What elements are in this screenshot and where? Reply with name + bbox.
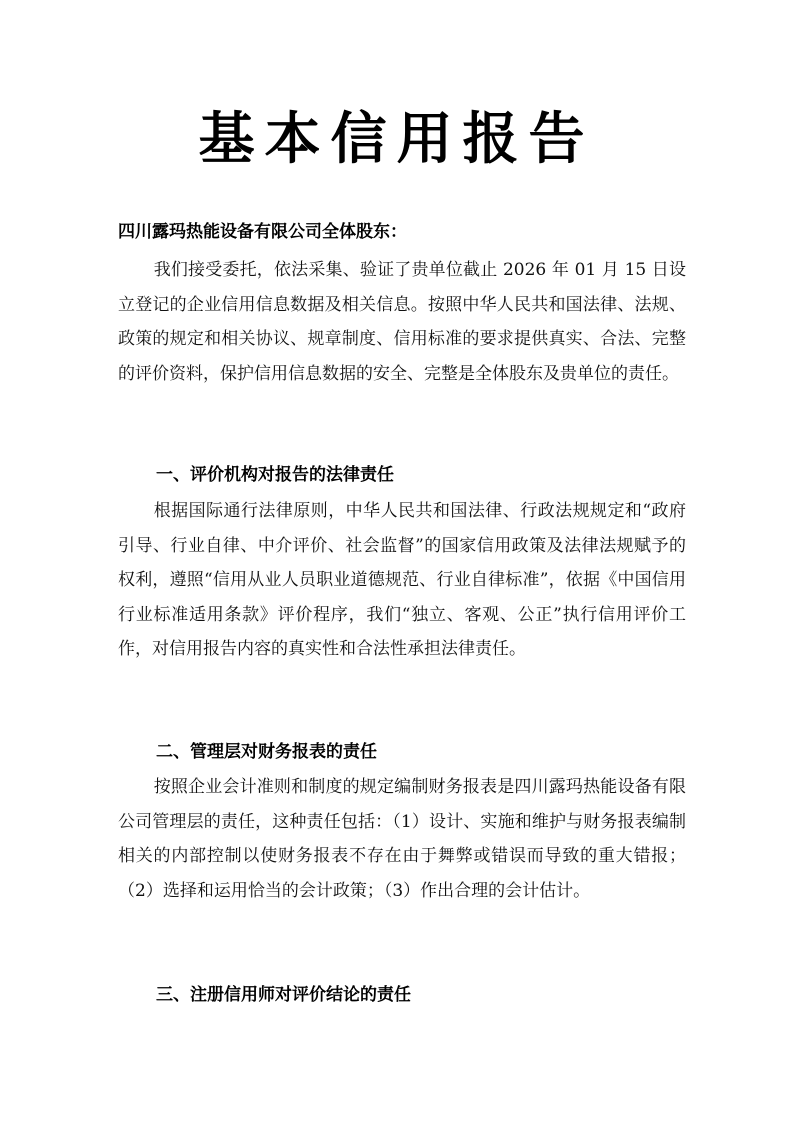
section-heading-3: 三、注册信用师对评价结论的责任 — [156, 985, 411, 1005]
section-heading-1: 一、评价机构对报告的法律责任 — [156, 465, 394, 485]
section-heading-2: 二、管理层对财务报表的责任 — [156, 742, 377, 762]
document-title: 基本信用报告 — [198, 106, 595, 172]
intro-paragraph: 我们接受委托，依法采集、验证了贵单位截止 2026 年 01 月 15 日设立登记的企业信用信息数据及相关信息。按照中华人民共和国法律、法规、政策的规定和相关协议、规章制度、信用标准的要求提供真实、合法、完整的评价资料，保护信用信息数据的安全、完整是全体股东及贵单位的责任。 — [118, 260, 686, 384]
section-body-1: 根据国际通行法律原则，中华人民共和国法律、行政法规规定和“政府引导、行业自律、中介评价、社会监督”的国家信用政策及法律法规赋予的权利，遵照“信用从业人员职业道德规范、行业自律标准”，依据《中国信用行业标准适用条款》评价程序，我们“独立、客观、公正”执行信用评价工作，对信用报告内容的真实性和合法性承担法律责任。 — [118, 501, 686, 659]
addressee-line: 四川露玛热能设备有限公司全体股东： — [118, 222, 407, 242]
section-body-2: 按照企业会计准则和制度的规定编制财务报表是四川露玛热能设备有限公司管理层的责任，这种责任包括：（1）设计、实施和维护与财务报表编制相关的内部控制以使财务报表不存在由于舞弊或错误而导致的重大错报；（2）选择和运用恰当的会计政策；（3）作出合理的会计估计。 — [118, 777, 686, 901]
